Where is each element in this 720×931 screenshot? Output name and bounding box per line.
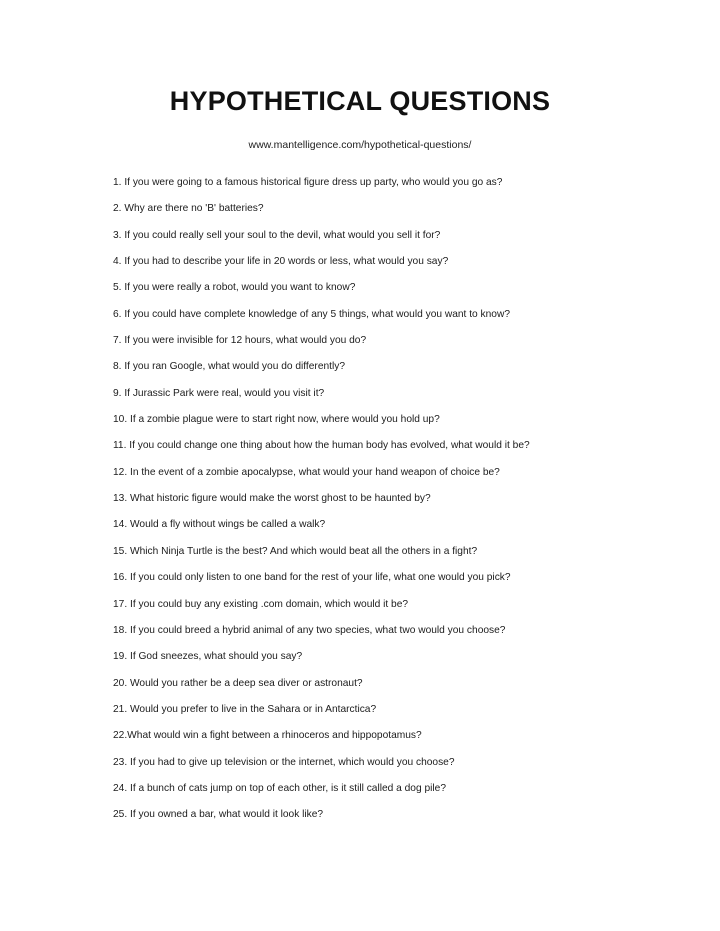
question-item: 10. If a zombie plague were to start right now, where would you hold up? <box>113 414 440 426</box>
question-item: 1. If you were going to a famous historical figure dress up party, who would you go as? <box>113 177 503 188</box>
question-item: 18. If you could breed a hybrid animal of any two species, what two would you choose? <box>113 624 506 636</box>
source-url: www.mantelligence.com/hypothetical-questions/ <box>248 139 472 151</box>
page-title: HYPOTHETICAL QUESTIONS <box>169 86 551 116</box>
question-item: 2. Why are there no 'B' batteries? <box>113 203 264 215</box>
question-item: 17. If you could buy any existing .com domain, which would it be? <box>113 598 409 610</box>
question-item: 3. If you could really sell your soul to the devil, what would you sell it for? <box>113 229 441 241</box>
question-item: 23. If you had to give up television or the internet, which would you choose? <box>113 756 455 768</box>
question-item: 13. What historic figure would make the worst ghost to be haunted by? <box>113 493 431 505</box>
question-item: 19. If God sneezes, what should you say? <box>113 651 303 663</box>
question-item: 8. If you ran Google, what would you do differently? <box>113 361 346 373</box>
question-item: 5. If you were really a robot, would you want to know? <box>113 282 356 294</box>
question-item: 25. If you owned a bar, what would it look like? <box>113 809 324 821</box>
question-item: 21. Would you prefer to live in the Sahara or in Antarctica? <box>113 703 377 715</box>
question-item: 20. Would you rather be a deep sea diver or astronaut? <box>113 677 363 689</box>
question-item: 14. Would a fly without wings be called a walk? <box>113 519 326 531</box>
question-item: 22.What would win a fight between a rhinoceros and hippopotamus? <box>113 730 422 742</box>
question-item: 7. If you were invisible for 12 hours, what would you do? <box>113 335 367 347</box>
questions-list <box>113 170 673 829</box>
question-item: 4. If you had to describe your life in 20 words or less, what would you say? <box>113 256 449 268</box>
question-item: 15. Which Ninja Turtle is the best? And which would beat all the others in a fight? <box>113 545 478 557</box>
question-item: 16. If you could only listen to one band for the rest of your life, what one would you pick? <box>113 572 511 584</box>
question-item: 6. If you could have complete knowledge of any 5 things, what would you want to know? <box>113 308 510 320</box>
question-item: 12. In the event of a zombie apocalypse, what would your hand weapon of choice be? <box>113 466 500 478</box>
question-item: 11. If you could change one thing about how the human body has evolved, what would it be? <box>113 440 530 452</box>
question-item: 24. If a bunch of cats jump on top of each other, is it still called a dog pile? <box>113 782 446 794</box>
question-item: 9. If Jurassic Park were real, would you visit it? <box>113 387 325 399</box>
